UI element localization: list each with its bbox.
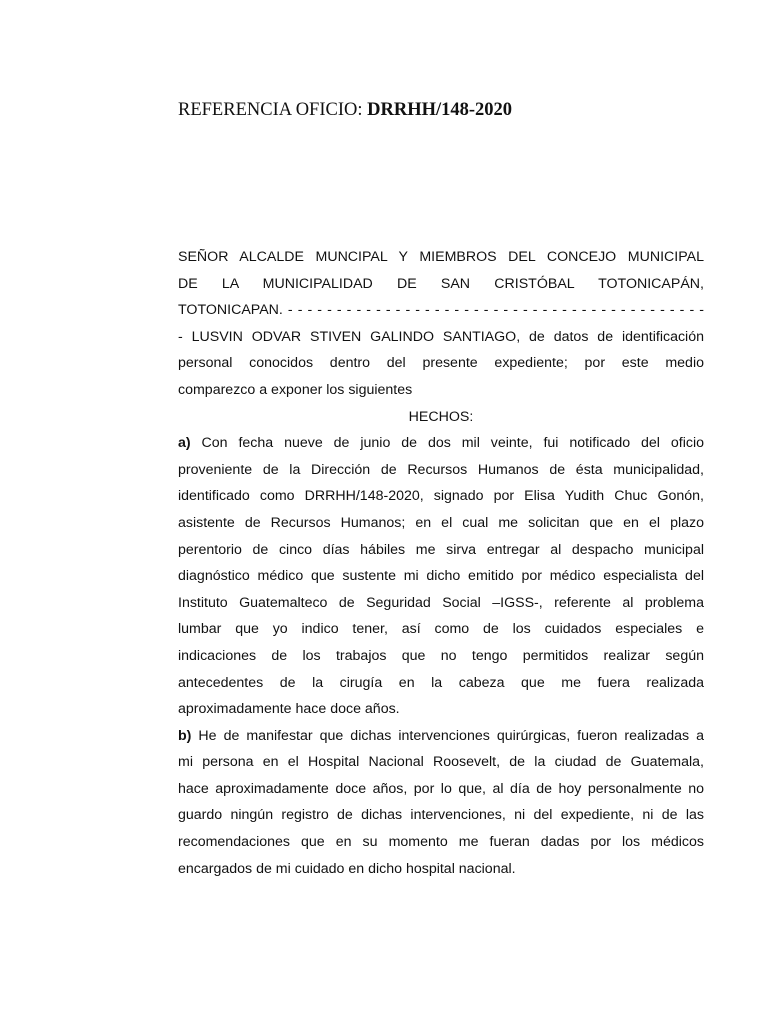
- address-line: personal conocidos dentro del presente expediente; por este medio: [178, 355, 704, 372]
- fact-b-line: mi persona en el Hospital Nacional Roosevelt, de la ciudad de Guatemala,: [178, 754, 704, 771]
- address-line: comparezco a exponer los siguientes: [178, 381, 413, 398]
- fact-a-text: Con fecha nueve de junio de dos mil veinte, fui notificado del oficio: [190, 435, 704, 452]
- reference-label: REFERENCIA OFICIO:: [178, 100, 368, 120]
- fact-a-last-line: aproximadamente hace doce años.: [178, 701, 400, 718]
- fact-a-first-line: [178, 430, 704, 457]
- fact-b-line: recomendaciones que en su momento me fueran dadas por los médicos: [178, 834, 704, 851]
- hechos-title: HECHOS:: [408, 408, 474, 425]
- reference-number: DRRHH/148-2020: [367, 100, 513, 120]
- document-body: [178, 244, 704, 882]
- fact-a-line: antecedentes de la cirugía en la cabeza que me fuera realizada: [178, 674, 704, 691]
- fact-a-line: diagnóstico médico que sustente mi dicho emitido por médico especialista del: [178, 568, 704, 585]
- fact-b-marker: b): [178, 727, 192, 744]
- fact-a-line: lumbar que yo indico tener, así como de los cuidados especiales e: [178, 621, 704, 638]
- address-line: TOTONICAPAN. - - - - - - - - - - - - - - - - - - - - - - - - - - - - - - - - - - - - - - - - - - -: [178, 302, 704, 319]
- fact-a-marker: a): [178, 435, 191, 452]
- fact-b-first-line: [178, 723, 704, 750]
- fact-a-line: asistente de Recursos Humanos; en el cual me solicitan que en el plazo: [178, 514, 704, 531]
- fact-a-line: identificado como DRRHH/148-2020, signado por Elisa Yudith Chuc Gonón,: [178, 488, 704, 505]
- fact-a-line: Instituto Guatemalteco de Seguridad Social –IGSS-, referente al problema: [178, 594, 704, 611]
- fact-a-line: indicaciones de los trabajos que no tengo permitidos realizar según: [178, 647, 704, 664]
- fact-b-line: hace aproximadamente doce años, por lo que, al día de hoy personalmente no: [178, 780, 704, 797]
- fact-b-line: guardo ningún registro de dichas intervenciones, ni del expediente, ni de las: [178, 807, 704, 824]
- address-line: SEÑOR ALCALDE MUNCIPAL Y MIEMBROS DEL CONCEJO MUNICIPAL: [178, 249, 704, 265]
- fact-a-line: proveniente de la Dirección de Recursos Humanos de ésta municipalidad,: [178, 461, 704, 478]
- fact-b-text: He de manifestar que dichas intervenciones quirúrgicas, fueron realizadas a: [191, 727, 704, 744]
- reference-heading: [178, 98, 512, 122]
- address-line: DE LA MUNICIPALIDAD DE SAN CRISTÓBAL TOTONICAPÁN,: [178, 275, 704, 292]
- fact-b-last-line: encargados de mi cuidado en dicho hospital nacional.: [178, 860, 516, 877]
- fact-a-line: perentorio de cinco días hábiles me sirva entregar al despacho municipal: [178, 541, 704, 558]
- address-line: - LUSVIN ODVAR STIVEN GALINDO SANTIAGO, de datos de identificación: [178, 328, 704, 345]
